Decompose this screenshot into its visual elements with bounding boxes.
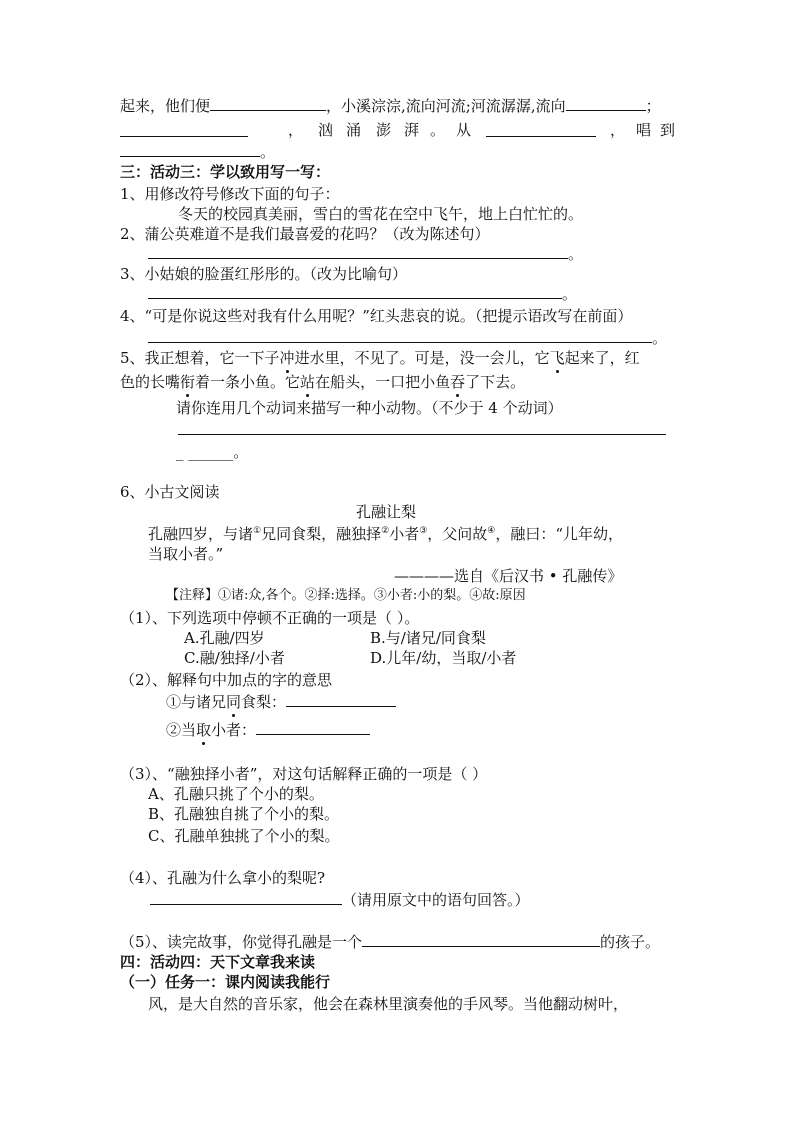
text: 澎 bbox=[376, 121, 392, 139]
text: （请用原文中的语句回答。） bbox=[342, 891, 530, 909]
answer-blank[interactable] bbox=[150, 890, 342, 905]
reading-paragraph: 风，是大自然的音乐家，他会在森林里演奏他的手风琴。当他翻动树叶， bbox=[148, 995, 629, 1013]
text: 着一条小鱼。它 bbox=[195, 373, 301, 391]
sub-question-4-answer bbox=[150, 890, 530, 910]
footnote-marker: ④ bbox=[487, 526, 496, 536]
answer-blank[interactable] bbox=[210, 96, 326, 111]
text: ②当 bbox=[166, 721, 197, 739]
q3-end: 。 bbox=[562, 285, 578, 303]
footnote-marker: ③ bbox=[419, 526, 428, 536]
q2-answer-line[interactable] bbox=[148, 258, 568, 259]
answer-blank[interactable] bbox=[120, 142, 260, 157]
text: 涌 bbox=[346, 121, 362, 139]
text: ①与诸兄 bbox=[166, 693, 227, 711]
text: ， bbox=[288, 121, 304, 139]
text: 进水里，不见了。可是，没一会儿，它 bbox=[294, 349, 550, 367]
q5-answer-line[interactable] bbox=[178, 434, 666, 435]
q3-answer-line[interactable] bbox=[148, 298, 562, 299]
option-d[interactable]: D.儿年/幼，当取/小者 bbox=[370, 649, 517, 667]
story-notes: 【注释】①诸:众,各个。②择:选择。③小者:小的梨。④故:原因 bbox=[166, 588, 526, 603]
top-line-1 bbox=[120, 96, 661, 116]
dotted-char: 飞 bbox=[549, 349, 565, 367]
sub-question-4: （4）、孔融为什么拿小的梨呢? bbox=[120, 869, 326, 887]
q4-label: 4、“可是你说这些对我有什么用呢？”红头悲哀的说。（把提示语改写在前面） bbox=[120, 307, 633, 325]
q2-end: 。 bbox=[568, 245, 584, 263]
q5-line-1 bbox=[120, 348, 640, 368]
answer-blank[interactable] bbox=[120, 122, 248, 137]
top-line-3 bbox=[120, 142, 275, 162]
text: 到 bbox=[660, 121, 676, 139]
q5-task: 请你连用几个动词来描写一种小动物。（不少于 4 个动词） bbox=[176, 399, 563, 417]
q4-end: 。 bbox=[652, 329, 668, 347]
footnote-marker: ② bbox=[381, 526, 390, 536]
option-a[interactable]: A.孔融/四岁 bbox=[184, 629, 265, 647]
text: 起来，他们便 bbox=[120, 97, 211, 115]
q5-line-2 bbox=[120, 372, 525, 392]
sub-question-2-item-1 bbox=[166, 692, 396, 712]
text: 5、我正想着，它一下子 bbox=[120, 349, 280, 367]
text: 汹 bbox=[318, 121, 334, 139]
sub-question-2: （2）、解释句中加点的字的意思 bbox=[120, 671, 333, 689]
text: ，父问故 bbox=[427, 525, 488, 543]
text: 食梨： bbox=[241, 693, 287, 711]
q5-end: _ ______。 bbox=[176, 443, 249, 461]
text: 起来了，红 bbox=[564, 349, 640, 367]
footnote-marker: ① bbox=[253, 526, 262, 536]
dotted-char: 取 bbox=[196, 721, 212, 739]
choice-c[interactable]: C、孔融单独挑了个小的梨。 bbox=[148, 827, 340, 845]
dotted-char: 同 bbox=[226, 693, 242, 711]
sub-question-5 bbox=[120, 932, 660, 952]
section-4-heading: 四：活动四：天下文章我来读 bbox=[120, 953, 316, 971]
dotted-char: 衔 bbox=[180, 373, 196, 391]
text: 小者 bbox=[389, 525, 420, 543]
text: 兄同食梨，融独择 bbox=[261, 525, 382, 543]
q1-sentence: 冬天的校园真美丽，雪白的雪花在空中飞午，地上白忙忙的。 bbox=[178, 205, 584, 223]
text: ， bbox=[610, 121, 626, 139]
q2-label: 2、蒲公英难道不是我们最喜爱的花吗？（改为陈述句） bbox=[120, 225, 490, 243]
sub-question-3: （3）、“融独择小者”，对这句话解释正确的一项是（ ） bbox=[120, 765, 488, 783]
text: ； bbox=[645, 97, 661, 115]
text: 从 bbox=[456, 121, 472, 139]
q1-label: 1、用修改符号修改下面的句子： bbox=[120, 185, 340, 203]
answer-blank[interactable] bbox=[566, 96, 646, 111]
option-b[interactable]: B.与/诸兄/同食梨 bbox=[370, 629, 486, 647]
answer-blank[interactable] bbox=[486, 122, 596, 137]
story-source: ————选自《后汉书 • 孔融传》 bbox=[394, 567, 623, 585]
task-1-heading: （一）任务一：课内阅读我能行 bbox=[120, 973, 331, 991]
choice-a[interactable]: A、孔融只挑了个小的梨。 bbox=[148, 785, 324, 803]
text: 小者： bbox=[211, 721, 257, 739]
story-line-1 bbox=[148, 524, 623, 544]
text: 湃 bbox=[404, 121, 420, 139]
text: 色的长嘴 bbox=[120, 373, 181, 391]
dotted-char: 吞 bbox=[450, 373, 466, 391]
answer-blank[interactable] bbox=[286, 692, 396, 707]
choice-b[interactable]: B、孔融独自挑了个小的梨。 bbox=[148, 805, 340, 823]
sub-question-2-item-2 bbox=[166, 720, 370, 740]
text: 。 bbox=[430, 121, 446, 139]
text: 的孩子。 bbox=[600, 933, 661, 951]
dotted-char: 站 bbox=[300, 373, 316, 391]
q3-label: 3、小姑娘的脸蛋红彤彤的。（改为比喻句） bbox=[120, 265, 408, 283]
answer-blank[interactable] bbox=[256, 720, 370, 735]
text: ，小溪淙淙,流向河流;河流潺潺,流向 bbox=[326, 97, 566, 115]
dotted-char: 冲 bbox=[279, 349, 295, 367]
text: 在船头，一口把小鱼 bbox=[315, 373, 451, 391]
sub-question-1: （1）、下列选项中停顿不正确的一项是（ ）。 bbox=[120, 609, 420, 627]
text: 。 bbox=[260, 143, 276, 161]
q6-label: 6、小古文阅读 bbox=[120, 483, 220, 501]
section-3-heading: 三：活动三：学以致用写一写： bbox=[120, 163, 331, 181]
text: 唱 bbox=[636, 121, 652, 139]
text: 孔融四岁，与诸 bbox=[148, 525, 254, 543]
answer-blank[interactable] bbox=[362, 932, 600, 947]
text: 了下去。 bbox=[465, 373, 526, 391]
text: （5）、读完故事，你觉得孔融是一个 bbox=[120, 933, 363, 951]
q4-answer-line[interactable] bbox=[148, 342, 652, 343]
story-line-2: 当取小者。” bbox=[148, 545, 224, 563]
story-title: 孔融让梨 bbox=[356, 503, 417, 521]
text: ，融曰：“儿年幼， bbox=[495, 525, 624, 543]
option-c[interactable]: C.融/独择/小者 bbox=[184, 649, 285, 667]
